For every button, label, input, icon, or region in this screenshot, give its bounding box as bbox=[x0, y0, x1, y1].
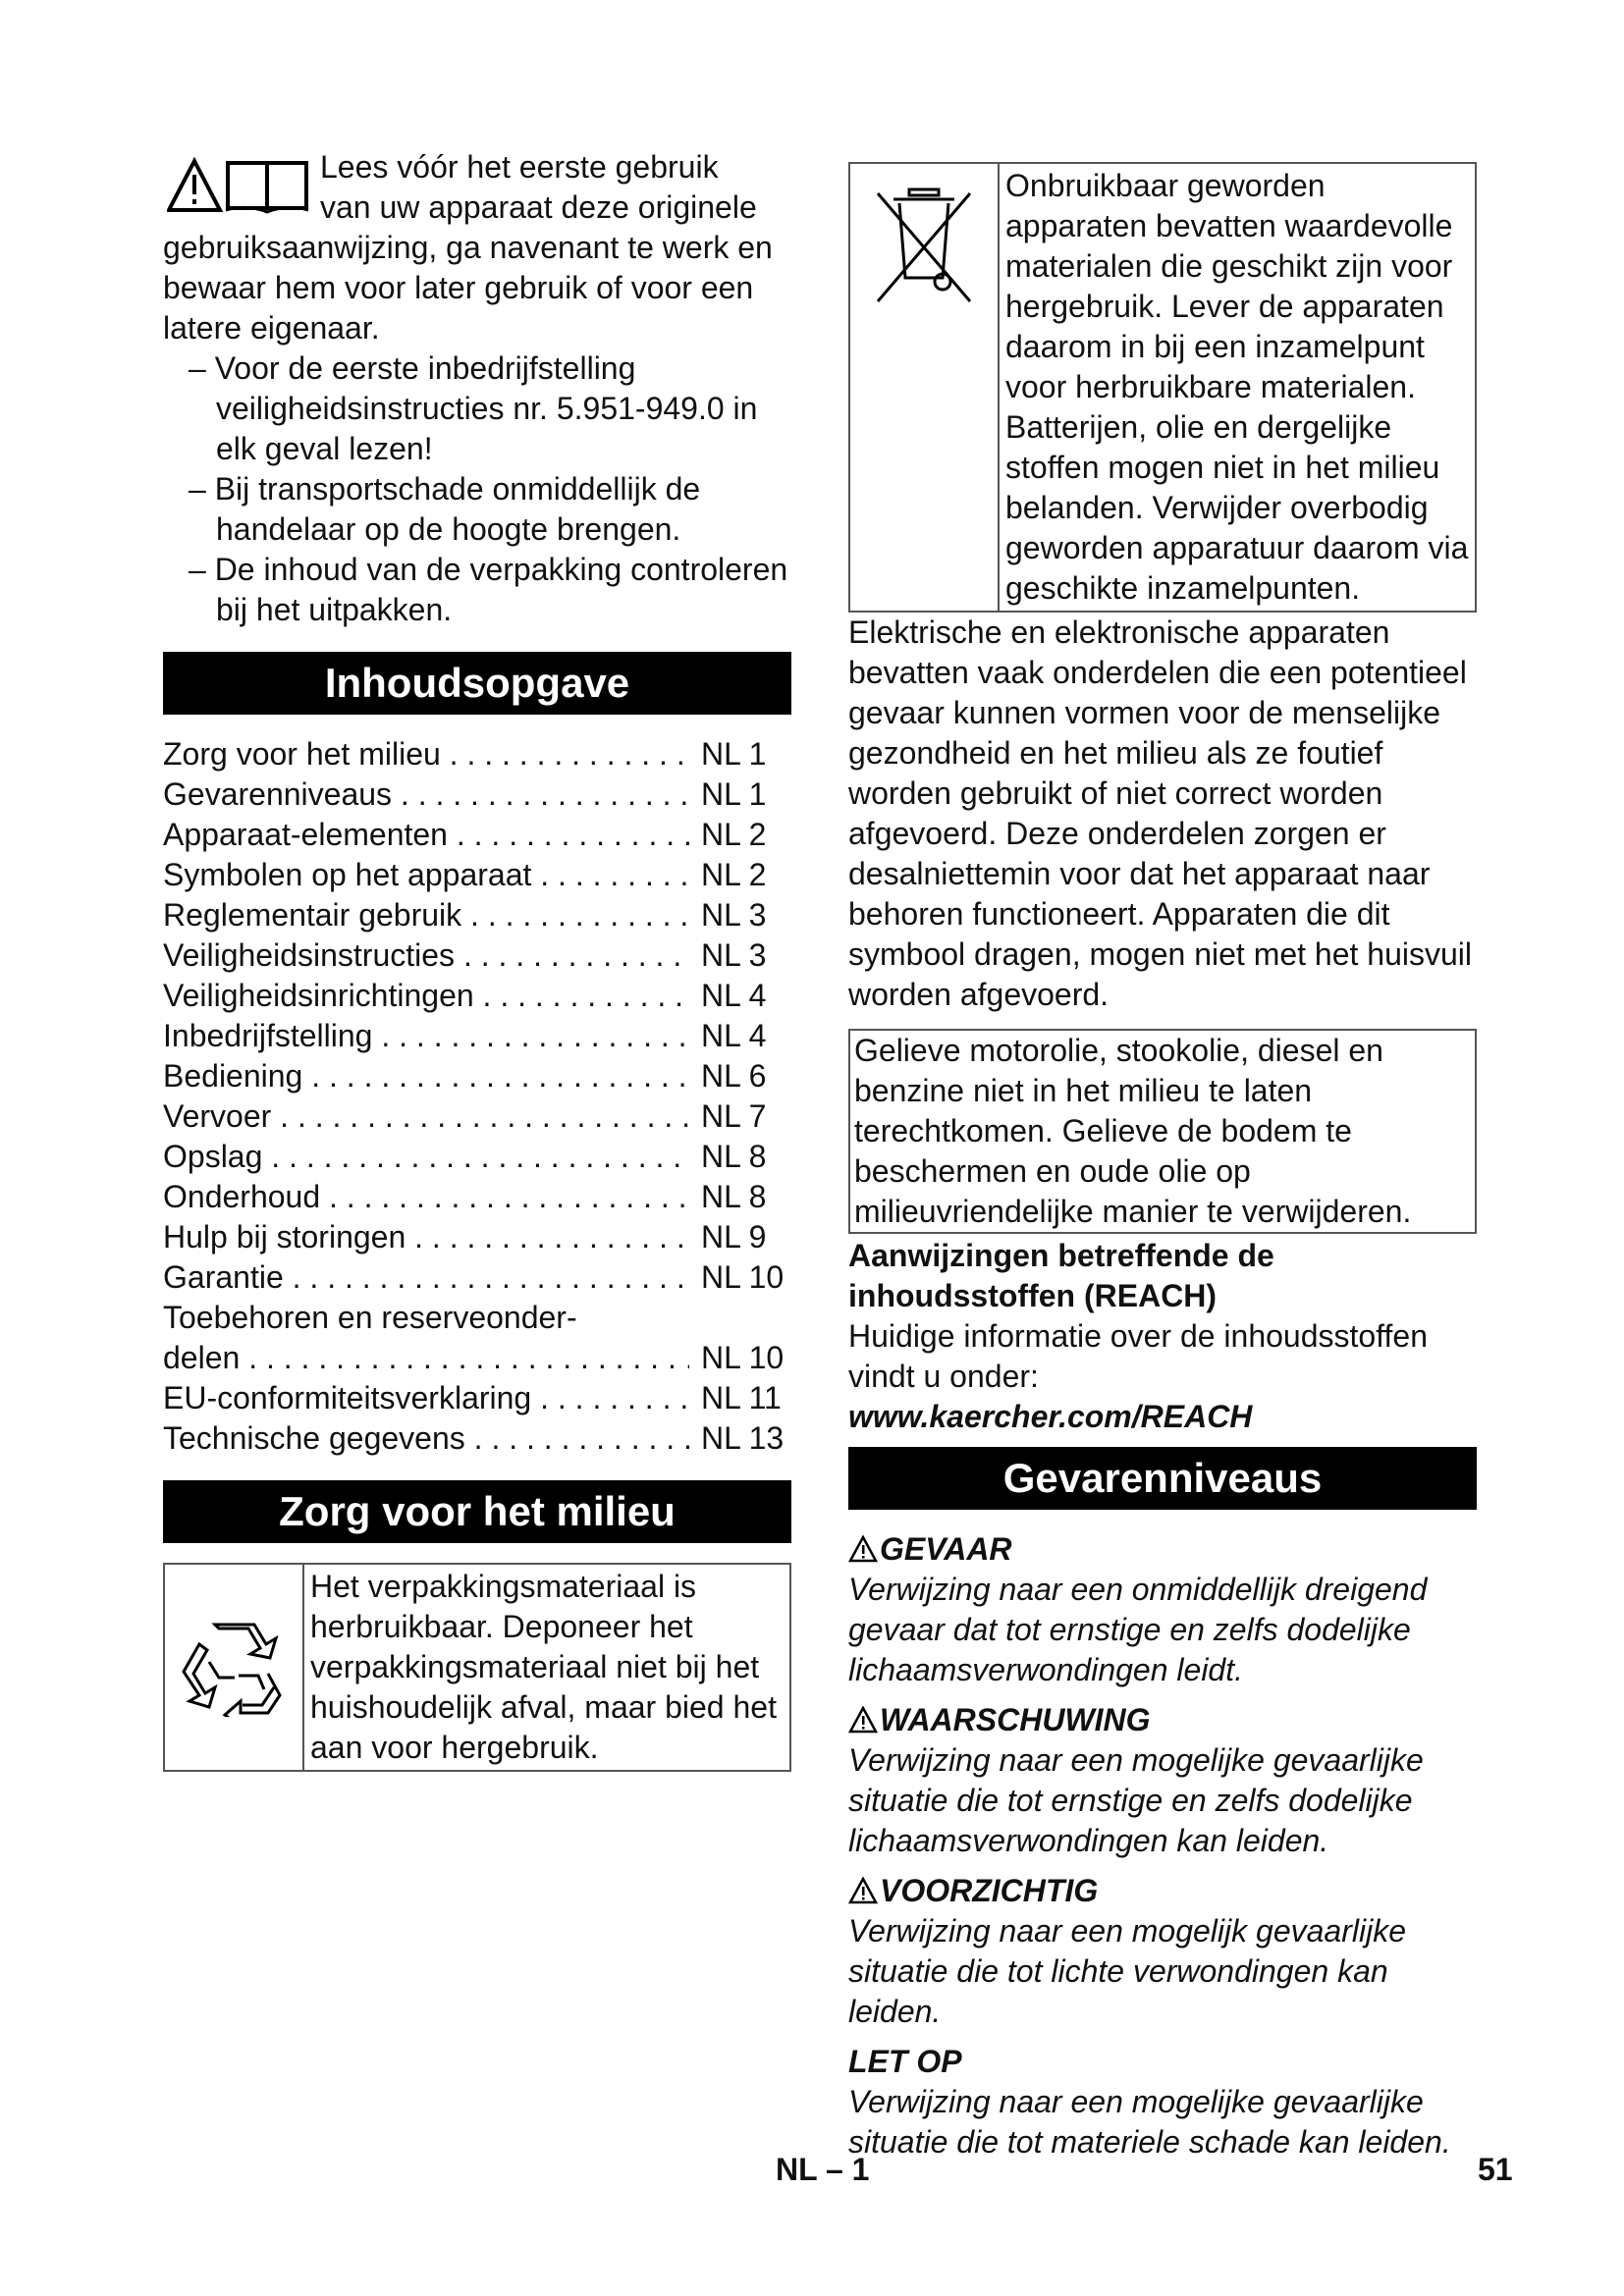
weee-paragraph: Elektrische en elektronische apparaten bevatten vaak onderdelen die een potentieel gevaar kunnen vormen voor de menselijke gezondheid en het milieu als ze foutief worden gebruikt of niet correct worden afgevoerd. Deze onderdelen zorgen er desalniettemin voor dat het apparaat naar behoren functioneert. Apparaten die dit symbool dragen, mogen niet met het huisvuil worden afgevoerd. bbox=[848, 614, 1473, 1012]
toc-title: Reglementair gebruik . . . bbox=[163, 895, 689, 935]
toc-title: Zorg voor het milieu . . . bbox=[163, 734, 689, 774]
toc-title: delen . . . bbox=[163, 1338, 689, 1378]
hazard-text: Verwijzing naar een onmiddellijk dreigend gevaar dat tot ernstige en zelfs dodelijke lichaamsverwondingen leidt. bbox=[848, 1572, 1428, 1687]
hazard-text: Verwijzing naar een mogelijk gevaarlijke situatie die tot lichte verwondingen kan leiden. bbox=[848, 1913, 1406, 2029]
toc-page: NL 1 bbox=[689, 734, 791, 774]
toc-title: Technische gegevens . . . bbox=[163, 1418, 689, 1459]
toc-entry[interactable] bbox=[163, 1378, 791, 1418]
warning-book-icon bbox=[167, 157, 314, 214]
hazard-item bbox=[848, 1700, 1477, 1861]
toc-page: NL 13 bbox=[689, 1418, 791, 1459]
toc-entry[interactable] bbox=[163, 895, 791, 935]
weee-icon-cell bbox=[850, 164, 1000, 611]
intro-line-1: Lees vóór het eerste gebruik bbox=[320, 149, 719, 185]
toc-entry[interactable] bbox=[163, 1257, 791, 1298]
toc-title: Garantie . . . bbox=[163, 1257, 689, 1298]
table-of-contents bbox=[163, 734, 791, 1459]
intro-line-2: van uw apparaat deze originele bbox=[320, 189, 757, 225]
toc-entry[interactable] bbox=[163, 1137, 791, 1177]
hazard-label: WAARSCHUWING bbox=[880, 1702, 1151, 1737]
toc-title: Symbolen op het apparaat . . . bbox=[163, 855, 689, 895]
weee-box bbox=[848, 162, 1477, 613]
toc-title: Vervoer . . . bbox=[163, 1096, 689, 1137]
toc-entry[interactable] bbox=[163, 855, 791, 895]
toc-title: Inbedrijfstelling . . . bbox=[163, 1016, 689, 1056]
hazard-item bbox=[848, 1871, 1477, 2032]
hazard-heading: Gevarenniveaus bbox=[848, 1447, 1477, 1510]
recycle-text: Het verpakkingsmateriaal is herbruikbaar. Deponeer het verpakkingsmateriaal niet bij het huishoudelijk afval, maar bied het aan voor hergebruik. bbox=[310, 1569, 777, 1765]
intro-header bbox=[163, 147, 791, 228]
intro-bullet: – De inhoud van de verpakking controleren bij het uitpakken. bbox=[189, 552, 788, 627]
toc-title: Veiligheidsinrichtingen . . . bbox=[163, 976, 689, 1016]
warning-icon bbox=[848, 1535, 878, 1563]
toc-title: Apparaat-elementen . . . bbox=[163, 815, 689, 855]
page-number: 51 bbox=[1478, 2152, 1513, 2187]
toc-page: NL 8 bbox=[689, 1177, 791, 1217]
warning-icon bbox=[848, 1877, 878, 1904]
left-column bbox=[163, 147, 791, 1772]
toc-title: Gevarenniveaus . . . bbox=[163, 774, 689, 815]
toc-title: Onderhoud . . . bbox=[163, 1177, 689, 1217]
toc-title: Toebehoren en reserveonder- bbox=[163, 1300, 577, 1335]
toc-page: NL 7 bbox=[689, 1096, 791, 1137]
warning-icon bbox=[848, 1706, 878, 1734]
toc-entry[interactable] bbox=[163, 976, 791, 1016]
toc-entry[interactable] bbox=[163, 1056, 791, 1096]
intro-bullet: – Voor de eerste inbedrijfstelling veiligheidsinstructies nr. 5.951-949.0 in elk geval lezen! bbox=[189, 350, 758, 466]
hazard-text: Verwijzing naar een mogelijke gevaarlijke situatie die tot ernstige en zelfs dodelijke lichaamsverwondingen kan leiden. bbox=[848, 1742, 1424, 1858]
toc-page: NL 8 bbox=[689, 1137, 791, 1177]
oil-warning-box bbox=[848, 1029, 1477, 1234]
recycle-box bbox=[163, 1563, 791, 1772]
right-column bbox=[848, 162, 1477, 2163]
toc-page: NL 6 bbox=[689, 1056, 791, 1096]
toc-entry[interactable] bbox=[163, 1298, 791, 1378]
toc-page: NL 2 bbox=[689, 815, 791, 855]
toc-title: Opslag . . . bbox=[163, 1137, 689, 1177]
toc-page: NL 9 bbox=[689, 1217, 791, 1257]
toc-page: NL 10 bbox=[689, 1257, 791, 1298]
toc-entry[interactable] bbox=[163, 1177, 791, 1217]
toc-title: Veiligheidsinstructies . . . bbox=[163, 935, 689, 976]
toc-entry[interactable] bbox=[163, 774, 791, 815]
toc-page: NL 11 bbox=[689, 1378, 791, 1418]
toc-entry[interactable] bbox=[163, 1418, 791, 1459]
toc-page: NL 4 bbox=[689, 1016, 791, 1056]
toc-title: EU-conformiteitsverklaring . . . bbox=[163, 1378, 689, 1418]
toc-page: NL 2 bbox=[689, 855, 791, 895]
footer-section: NL – 1 bbox=[776, 2152, 870, 2187]
weee-box-text: Onbruikbaar geworden apparaten bevatten waardevolle materialen die geschikt zijn voor hergebruik. Lever de apparaten daarom in bij een inzamelpunt voor herbruikbare materialen. Batterijen, olie en dergelijke stoffen mogen niet in het milieu belanden. Verwijder overbodig geworden apparatuur daarom via geschikte inzamelpunten. bbox=[1005, 168, 1469, 606]
toc-entry[interactable] bbox=[163, 1217, 791, 1257]
toc-entry[interactable] bbox=[163, 1016, 791, 1056]
toc-page: NL 10 bbox=[689, 1338, 791, 1378]
reach-url[interactable]: www.kaercher.com/REACH bbox=[848, 1399, 1253, 1434]
toc-entry[interactable] bbox=[163, 734, 791, 774]
oil-warning-text: Gelieve motorolie, stookolie, diesel en benzine niet in het milieu te laten terechtkomen. Gelieve de bodem te beschermen en oude olie op milieuvriendelijke manier te verwijderen. bbox=[854, 1033, 1412, 1229]
intro-paragraph: gebruiksaanwijzing, ga navenant te werk en bewaar hem voor later gebruik of voor een latere eigenaar. bbox=[163, 230, 773, 346]
toc-heading: Inhoudsopgave bbox=[163, 652, 791, 715]
toc-page: NL 3 bbox=[689, 895, 791, 935]
recycle-icon-cell bbox=[165, 1565, 304, 1770]
toc-page: NL 4 bbox=[689, 976, 791, 1016]
recycle-icon bbox=[180, 1619, 288, 1717]
reach-text: Huidige informatie over de inhoudsstoffen vindt u onder: bbox=[848, 1318, 1428, 1394]
notice-item bbox=[848, 2042, 1477, 2163]
reach-title: Aanwijzingen betreffende de inhoudsstoffen (REACH) bbox=[848, 1238, 1274, 1313]
toc-title: Hulp bij storingen . . . bbox=[163, 1217, 689, 1257]
toc-page: NL 1 bbox=[689, 774, 791, 815]
toc-title: Bediening . . . bbox=[163, 1056, 689, 1096]
toc-entry[interactable] bbox=[163, 815, 791, 855]
toc-entry[interactable] bbox=[163, 935, 791, 976]
notice-label: LET OP bbox=[848, 2044, 962, 2079]
hazard-label: GEVAAR bbox=[880, 1531, 1012, 1567]
toc-page: NL 3 bbox=[689, 935, 791, 976]
intro-bullet: – Bij transportschade onmiddellijk de handelaar op de hoogte brengen. bbox=[189, 471, 701, 547]
notice-text: Verwijzing naar een mogelijke gevaarlijke situatie die tot materiele schade kan leiden. bbox=[848, 2084, 1451, 2160]
toc-entry[interactable] bbox=[163, 1096, 791, 1137]
crossed-bin-icon bbox=[870, 184, 978, 311]
environment-heading: Zorg voor het milieu bbox=[163, 1480, 791, 1543]
hazard-label: VOORZICHTIG bbox=[880, 1873, 1099, 1908]
hazard-item bbox=[848, 1529, 1477, 1690]
